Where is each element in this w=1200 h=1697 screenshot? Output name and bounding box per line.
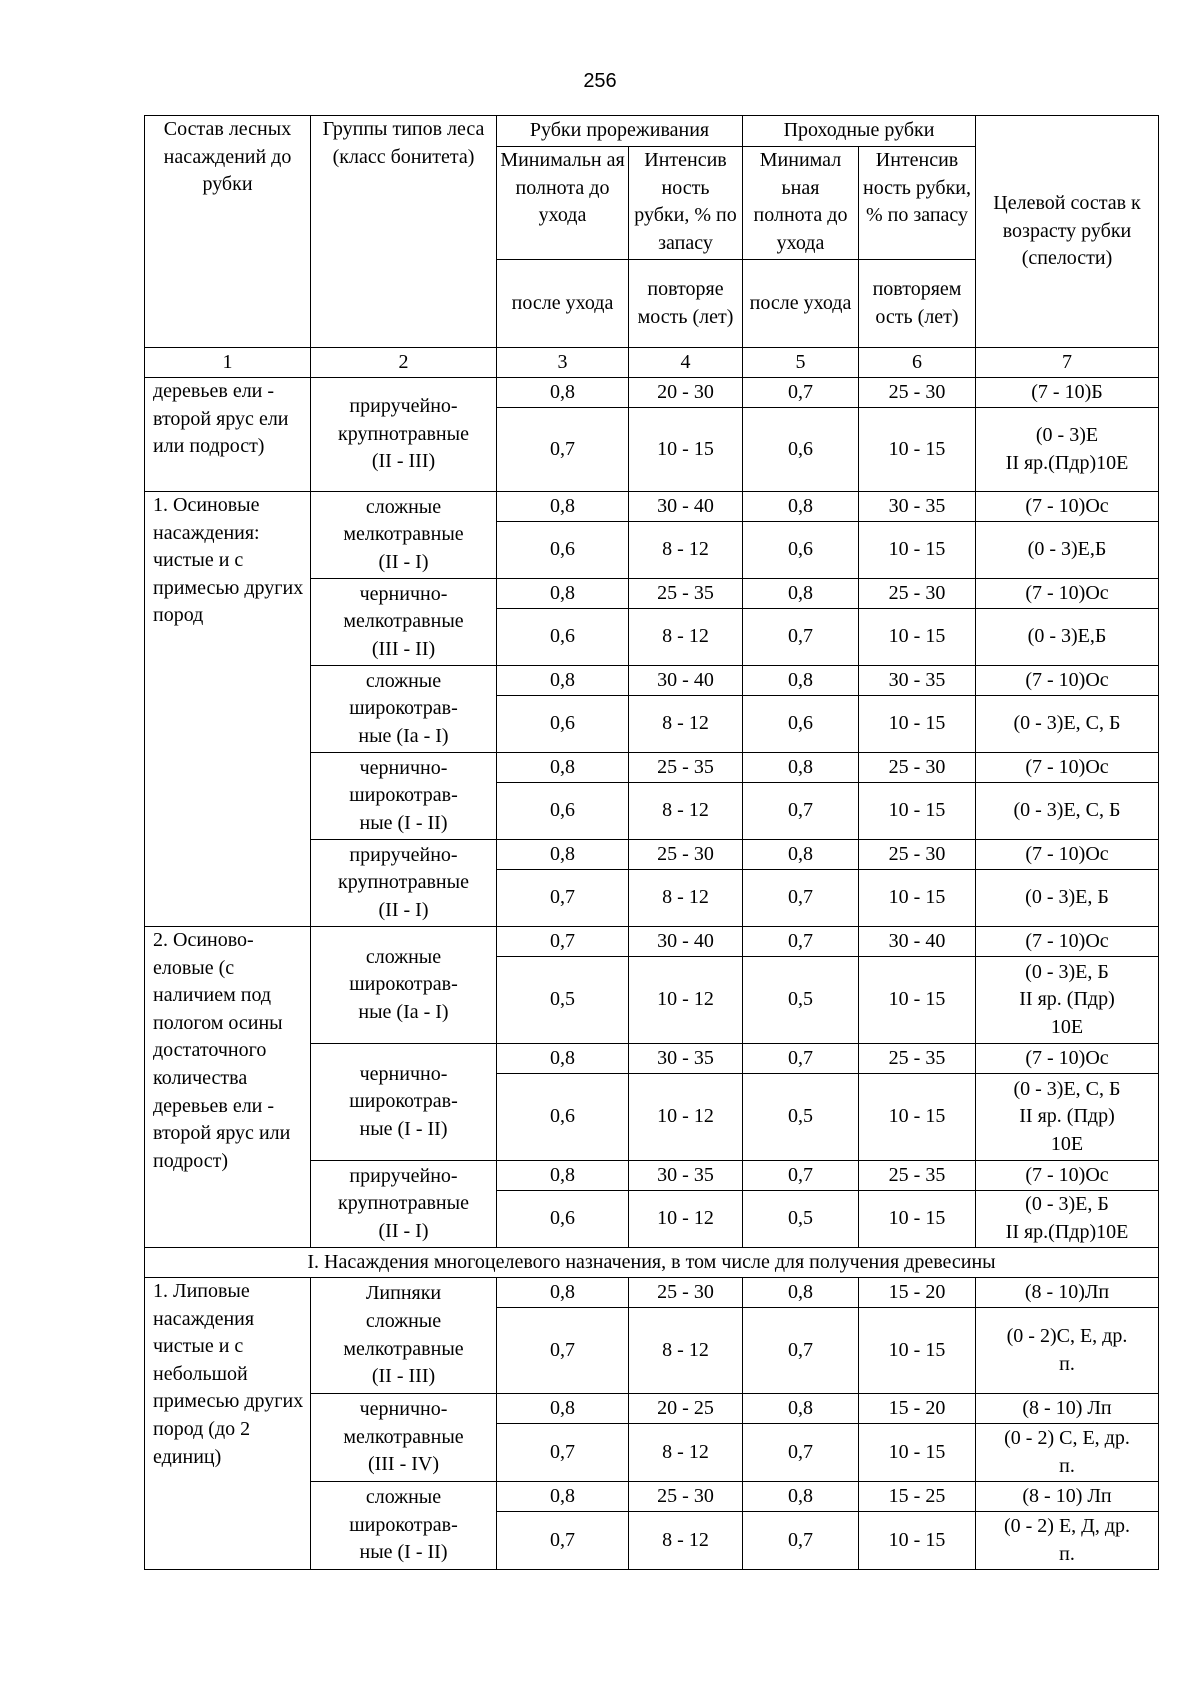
target-composition-cell: (0 - 2) С, Е, др. п. [976, 1424, 1159, 1482]
min-density-cell: 0,6 [497, 783, 629, 840]
target-composition-cell: (0 - 3)Е II яр.(Пдр)10Е [976, 408, 1159, 492]
target-composition-cell: (7 - 10)Ос [976, 1044, 1159, 1074]
section-title: I. Насаждения многоцелевого назначения, в том числе для получения древесины [145, 1248, 1159, 1278]
intensity-cell: 20 - 30 [629, 378, 743, 408]
intensity-cell: 25 - 30 [629, 840, 743, 870]
intensity-cell: 30 - 35 [859, 666, 976, 696]
min-density-cell: 0,8 [743, 1482, 859, 1512]
table-row [145, 492, 1159, 522]
target-composition-cell: (0 - 3)Е,Б [976, 609, 1159, 666]
min-density-cell: 0,7 [743, 609, 859, 666]
min-density-cell: 0,7 [743, 1424, 859, 1482]
min-density-cell: 0,8 [743, 1278, 859, 1308]
intensity-cell: 30 - 40 [629, 666, 743, 696]
min-density-cell: 0,7 [743, 783, 859, 840]
intensity-cell: 25 - 30 [859, 753, 976, 783]
header-intensity-thinning: Интенсив ность рубки, % по запасу [629, 147, 743, 260]
target-composition-cell: (7 - 10)Б [976, 378, 1159, 408]
forest-type-cell: сложные широкотрав- ные (Ia - I) [311, 927, 497, 1044]
intensity-cell: 8 - 12 [629, 870, 743, 927]
forest-type-cell: сложные широкотрав- ные (Ia - I) [311, 666, 497, 753]
intensity-cell: 10 - 12 [629, 1191, 743, 1248]
min-density-cell: 0,8 [497, 492, 629, 522]
min-density-cell: 0,7 [743, 1512, 859, 1570]
intensity-cell: 8 - 12 [629, 1424, 743, 1482]
min-density-cell: 0,8 [743, 666, 859, 696]
header-forest-groups: Группы типов леса (класс бонитета) [311, 116, 497, 348]
forest-type-cell: чернично- широкотрав- ные (I - II) [311, 753, 497, 840]
header-target-composition: Целевой состав к возрасту рубки (спелости) [976, 116, 1159, 348]
target-composition-cell: (0 - 2) Е, Д, др. п. [976, 1512, 1159, 1570]
section-row [145, 1248, 1159, 1278]
target-composition-cell: (0 - 3)Е, С, Б II яр. (Пдр) 10Е [976, 1074, 1159, 1161]
intensity-cell: 10 - 15 [859, 522, 976, 579]
intensity-cell: 30 - 35 [629, 1161, 743, 1191]
min-density-cell: 0,7 [497, 1308, 629, 1394]
header-after-care-passage: после ухода [743, 260, 859, 348]
intensity-cell: 8 - 12 [629, 1512, 743, 1570]
min-density-cell: 0,7 [743, 378, 859, 408]
min-density-cell: 0,8 [497, 666, 629, 696]
min-density-cell: 0,8 [497, 1278, 629, 1308]
min-density-cell: 0,7 [743, 927, 859, 957]
intensity-cell: 10 - 15 [859, 783, 976, 840]
forest-type-cell: чернично- мелкотравные (III - II) [311, 579, 497, 666]
intensity-cell: 10 - 12 [629, 957, 743, 1044]
target-composition-cell: (0 - 3)Е, С, Б [976, 783, 1159, 840]
header-intensity-passage: Интенсив ность рубки, % по запасу [859, 147, 976, 260]
min-density-cell: 0,7 [497, 927, 629, 957]
intensity-cell: 15 - 20 [859, 1278, 976, 1308]
table-row [145, 1278, 1159, 1308]
forest-type-cell: приручейно- крупнотравные (II - III) [311, 378, 497, 492]
header-after-care-thinning: после ухода [497, 260, 629, 348]
min-density-cell: 0,7 [497, 870, 629, 927]
min-density-cell: 0,5 [743, 1074, 859, 1161]
header-repeat-thinning: повторяе мость (лет) [629, 260, 743, 348]
intensity-cell: 10 - 15 [859, 957, 976, 1044]
min-density-cell: 0,6 [743, 522, 859, 579]
forest-type-cell: сложные мелкотравные (II - I) [311, 492, 497, 579]
forest-type-cell: чернично- широкотрав- ные (I - II) [311, 1044, 497, 1161]
min-density-cell: 0,7 [497, 1512, 629, 1570]
target-composition-cell: (7 - 10)Ос [976, 666, 1159, 696]
intensity-cell: 30 - 40 [629, 927, 743, 957]
min-density-cell: 0,6 [743, 696, 859, 753]
header-passage-cutting: Проходные рубки [743, 116, 976, 147]
target-composition-cell: (0 - 3)Е, Б II яр.(Пдр)10Е [976, 1191, 1159, 1248]
target-composition-cell: (8 - 10) Лп [976, 1482, 1159, 1512]
intensity-cell: 25 - 30 [629, 1482, 743, 1512]
intensity-cell: 10 - 15 [859, 1308, 976, 1394]
min-density-cell: 0,8 [497, 1161, 629, 1191]
min-density-cell: 0,8 [743, 840, 859, 870]
min-density-cell: 0,7 [497, 1424, 629, 1482]
header-thinning: Рубки прореживания [497, 116, 743, 147]
column-number-cell: 2 [311, 348, 497, 378]
intensity-cell: 25 - 35 [859, 1044, 976, 1074]
header-repeat-passage: повторяем ость (лет) [859, 260, 976, 348]
min-density-cell: 0,6 [497, 522, 629, 579]
min-density-cell: 0,5 [743, 1191, 859, 1248]
intensity-cell: 10 - 15 [859, 1074, 976, 1161]
column-number-cell: 6 [859, 348, 976, 378]
composition-cell: 2. Осиново-еловые (с наличием под пологом осины достаточного количества деревьев ели - второй ярус или подрост) [145, 927, 311, 1248]
target-composition-cell: (0 - 3)Е, С, Б [976, 696, 1159, 753]
target-composition-cell: (7 - 10)Ос [976, 927, 1159, 957]
min-density-cell: 0,6 [497, 1074, 629, 1161]
intensity-cell: 10 - 15 [859, 408, 976, 492]
intensity-cell: 20 - 25 [629, 1394, 743, 1424]
composition-cell: 1. Осиновые насаждения: чистые и с примесью других пород [145, 492, 311, 927]
target-composition-cell: (8 - 10) Лп [976, 1394, 1159, 1424]
header-composition: Состав лесных насаждений до рубки [145, 116, 311, 348]
min-density-cell: 0,7 [743, 1044, 859, 1074]
min-density-cell: 0,5 [497, 957, 629, 1044]
intensity-cell: 25 - 35 [859, 1161, 976, 1191]
forest-type-cell: приручейно- крупнотравные (II - I) [311, 840, 497, 927]
intensity-cell: 25 - 30 [859, 378, 976, 408]
min-density-cell: 0,6 [743, 408, 859, 492]
composition-cell: деревьев ели - второй ярус ели или подрост) [145, 378, 311, 492]
target-composition-cell: (0 - 3)Е, Б II яр. (Пдр) 10Е [976, 957, 1159, 1044]
column-number-row [145, 348, 1159, 378]
column-number-cell: 5 [743, 348, 859, 378]
target-composition-cell: (0 - 3)Е, Б [976, 870, 1159, 927]
min-density-cell: 0,8 [497, 1044, 629, 1074]
min-density-cell: 0,8 [497, 1394, 629, 1424]
target-composition-cell: (7 - 10)Ос [976, 492, 1159, 522]
intensity-cell: 8 - 12 [629, 783, 743, 840]
column-number-cell: 1 [145, 348, 311, 378]
intensity-cell: 25 - 35 [629, 579, 743, 609]
intensity-cell: 10 - 15 [629, 408, 743, 492]
intensity-cell: 10 - 15 [859, 1424, 976, 1482]
table-row [145, 927, 1159, 957]
min-density-cell: 0,8 [497, 378, 629, 408]
min-density-cell: 0,8 [497, 1482, 629, 1512]
column-number-cell: 4 [629, 348, 743, 378]
intensity-cell: 10 - 15 [859, 1512, 976, 1570]
forest-type-cell: приручейно- крупнотравные (II - I) [311, 1161, 497, 1248]
column-number-cell: 3 [497, 348, 629, 378]
forest-type-cell: Липняки сложные мелкотравные (II - III) [311, 1278, 497, 1394]
target-composition-cell: (0 - 2)С, Е, др. п. [976, 1308, 1159, 1394]
min-density-cell: 0,7 [743, 870, 859, 927]
target-composition-cell: (8 - 10)Лп [976, 1278, 1159, 1308]
table-row [145, 378, 1159, 408]
intensity-cell: 8 - 12 [629, 609, 743, 666]
min-density-cell: 0,8 [743, 492, 859, 522]
min-density-cell: 0,8 [743, 753, 859, 783]
intensity-cell: 25 - 30 [859, 579, 976, 609]
target-composition-cell: (7 - 10)Ос [976, 579, 1159, 609]
min-density-cell: 0,8 [497, 753, 629, 783]
intensity-cell: 15 - 20 [859, 1394, 976, 1424]
intensity-cell: 30 - 35 [629, 1044, 743, 1074]
composition-cell: 1. Липовые насаждения чистые и с небольшой примесью других пород (до 2 единиц) [145, 1278, 311, 1570]
forest-thinning-table [144, 115, 1159, 1570]
intensity-cell: 25 - 35 [629, 753, 743, 783]
intensity-cell: 10 - 12 [629, 1074, 743, 1161]
intensity-cell: 8 - 12 [629, 522, 743, 579]
min-density-cell: 0,8 [743, 1394, 859, 1424]
min-density-cell: 0,7 [743, 1308, 859, 1394]
intensity-cell: 10 - 15 [859, 609, 976, 666]
intensity-cell: 10 - 15 [859, 870, 976, 927]
min-density-cell: 0,8 [497, 840, 629, 870]
min-density-cell: 0,6 [497, 696, 629, 753]
min-density-cell: 0,7 [743, 1161, 859, 1191]
target-composition-cell: (7 - 10)Ос [976, 840, 1159, 870]
target-composition-cell: (7 - 10)Ос [976, 1161, 1159, 1191]
intensity-cell: 15 - 25 [859, 1482, 976, 1512]
page-number: 256 [583, 70, 617, 92]
min-density-cell: 0,6 [497, 609, 629, 666]
min-density-cell: 0,6 [497, 1191, 629, 1248]
intensity-cell: 8 - 12 [629, 696, 743, 753]
target-composition-cell: (0 - 3)Е,Б [976, 522, 1159, 579]
min-density-cell: 0,8 [497, 579, 629, 609]
intensity-cell: 30 - 35 [859, 492, 976, 522]
intensity-cell: 25 - 30 [859, 840, 976, 870]
min-density-cell: 0,8 [743, 579, 859, 609]
min-density-cell: 0,7 [497, 408, 629, 492]
intensity-cell: 25 - 30 [629, 1278, 743, 1308]
header-min-density-thinning: Минимальн ая полнота до ухода [497, 147, 629, 260]
intensity-cell: 10 - 15 [859, 696, 976, 753]
forest-type-cell: чернично- мелкотравные (III - IV) [311, 1394, 497, 1482]
column-number-cell: 7 [976, 348, 1159, 378]
target-composition-cell: (7 - 10)Ос [976, 753, 1159, 783]
forest-type-cell: сложные широкотрав- ные (I - II) [311, 1482, 497, 1570]
intensity-cell: 30 - 40 [629, 492, 743, 522]
min-density-cell: 0,5 [743, 957, 859, 1044]
intensity-cell: 8 - 12 [629, 1308, 743, 1394]
header-min-density-passage: Минимал ьная полнота до ухода [743, 147, 859, 260]
intensity-cell: 30 - 40 [859, 927, 976, 957]
intensity-cell: 10 - 15 [859, 1191, 976, 1248]
